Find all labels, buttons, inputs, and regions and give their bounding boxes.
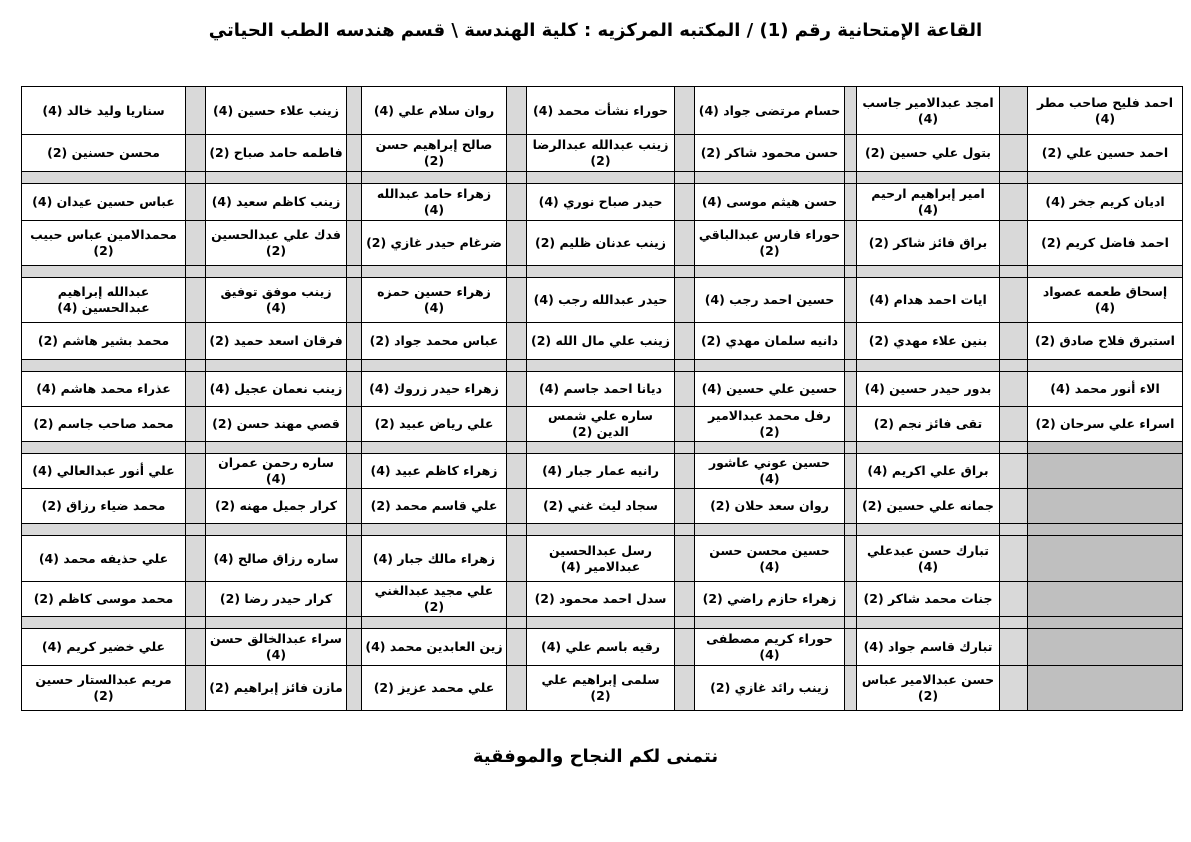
spacer-cell [347,184,362,221]
spacer-cell [845,582,857,617]
spacer-cell [186,617,206,629]
seat-cell: ساره رحمن عمران (4) [206,454,347,489]
seat-cell: حوراء نشأت محمد (4) [527,87,675,135]
spacer-cell [675,278,695,323]
spacer-cell [186,372,206,407]
spacer-cell [507,360,527,372]
spacer-cell [1000,407,1028,442]
spacer-cell [186,524,206,536]
spacer-cell [186,266,206,278]
seat-cell: تقى فائز نجم (2) [857,407,1000,442]
seat-cell: احمد فليح صاحب مطر (4) [1028,87,1183,135]
seat-cell: روان سعد حلان (2) [695,489,845,524]
spacer-cell [1000,135,1028,172]
seat-cell: ايات احمد هدام (4) [857,278,1000,323]
seat-cell: عباس محمد جواد (2) [362,323,507,360]
separator-row [22,172,1183,184]
spacer-cell [507,172,527,184]
spacer-cell [347,278,362,323]
seat-row [22,135,1183,172]
seat-cell: قصي مهند حسن (2) [206,407,347,442]
seat-cell: حوراء فارس عبدالباقي (2) [695,221,845,266]
spacer-cell [845,135,857,172]
separator-cell [1028,524,1183,536]
spacer-cell [507,582,527,617]
seat-cell: تبارك قاسم جواد (4) [857,629,1000,666]
spacer-cell [675,407,695,442]
seat-cell: علي حذيفه محمد (4) [22,536,186,582]
seat-cell: زينب نعمان عجيل (4) [206,372,347,407]
spacer-cell [347,221,362,266]
seat-cell: زهراء حامد عبدالله (4) [362,184,507,221]
seat-cell: حسين محسن حسن (4) [695,536,845,582]
seat-cell: رسل عبدالحسين عبدالامير (4) [527,536,675,582]
seat-cell: زهراء حسين حمزه (4) [362,278,507,323]
seat-cell: سلمى إبراهيم علي (2) [527,666,675,711]
spacer-cell [675,454,695,489]
seat-row [22,87,1183,135]
spacer-cell [1000,278,1028,323]
seat-cell: علي قاسم محمد (2) [362,489,507,524]
spacer-cell [507,442,527,454]
separator-cell [527,172,675,184]
spacer-cell [675,360,695,372]
seat-row [22,454,1183,489]
separator-cell [362,360,507,372]
seat-cell: محمد ضياء رزاق (2) [22,489,186,524]
separator-cell [857,442,1000,454]
spacer-cell [675,442,695,454]
seat-cell: براق علي اكريم (4) [857,454,1000,489]
seat-cell: كرار حيدر رضا (2) [206,582,347,617]
spacer-cell [675,221,695,266]
spacer-cell [186,442,206,454]
seat-cell: امير إبراهيم ارحيم (4) [857,184,1000,221]
seat-cell: زينب موفق توفيق (4) [206,278,347,323]
spacer-cell [845,266,857,278]
seat-cell: اسراء علي سرحان (2) [1028,407,1183,442]
seat-cell: زينب عدنان ظليم (2) [527,221,675,266]
spacer-cell [347,454,362,489]
seat-cell: ضرغام حيدر غازي (2) [362,221,507,266]
spacer-cell [1000,454,1028,489]
spacer-cell [507,323,527,360]
spacer-cell [1000,372,1028,407]
separator-cell [1028,442,1183,454]
spacer-cell [186,360,206,372]
separator-cell [206,172,347,184]
seat-cell: عبدالله إبراهيم عبدالحسين (4) [22,278,186,323]
seat-cell: صالح إبراهيم حسن (2) [362,135,507,172]
seat-cell: روان سلام علي (4) [362,87,507,135]
seat-row [22,278,1183,323]
seat-cell: علي رياض عبيد (2) [362,407,507,442]
separator-cell [206,442,347,454]
spacer-cell [347,360,362,372]
seat-cell: حسن عبدالامير عباس (2) [857,666,1000,711]
seat-cell: ساره علي شمس الدين (2) [527,407,675,442]
seat-cell: فدك علي عبدالحسين (2) [206,221,347,266]
separator-cell [22,266,186,278]
separator-cell [857,172,1000,184]
spacer-cell [675,323,695,360]
spacer-cell [186,87,206,135]
spacer-cell [1000,666,1028,711]
seat-cell: محسن حسنين (2) [22,135,186,172]
separator-cell [1028,617,1183,629]
seat-cell: زينب عبدالله عبدالرضا (2) [527,135,675,172]
spacer-cell [1000,266,1028,278]
seat-cell: حسن محمود شاكر (2) [695,135,845,172]
spacer-cell [1000,629,1028,666]
seat-cell: بنين علاء مهدي (2) [857,323,1000,360]
spacer-cell [507,617,527,629]
seat-cell: سناريا وليد خالد (4) [22,87,186,135]
seat-cell: دانيه سلمان مهدي (2) [695,323,845,360]
separator-cell [206,266,347,278]
spacer-cell [845,617,857,629]
seat-cell: فاطمه حامد صباح (2) [206,135,347,172]
spacer-cell [675,184,695,221]
spacer-cell [507,536,527,582]
seat-row [22,629,1183,666]
seat-cell: حيدر عبدالله رجب (4) [527,278,675,323]
spacer-cell [186,454,206,489]
seat-cell: بتول علي حسين (2) [857,135,1000,172]
spacer-cell [675,266,695,278]
seat-cell: مازن فائز إبراهيم (2) [206,666,347,711]
seat-cell: فرقان اسعد حميد (2) [206,323,347,360]
separator-cell [362,442,507,454]
spacer-cell [507,87,527,135]
spacer-cell [347,524,362,536]
spacer-cell [347,372,362,407]
spacer-cell [347,87,362,135]
spacer-cell [1000,323,1028,360]
separator-cell [22,442,186,454]
spacer-cell [1000,221,1028,266]
spacer-cell [675,629,695,666]
seat-cell: اديان كريم جخر (4) [1028,184,1183,221]
separator-cell [695,617,845,629]
spacer-cell [675,172,695,184]
seat-cell: حسام مرتضى جواد (4) [695,87,845,135]
seat-cell: زهراء حيدر زروك (4) [362,372,507,407]
seat-cell: جمانه علي حسين (2) [857,489,1000,524]
separator-cell [362,266,507,278]
spacer-cell [845,524,857,536]
seat-cell: ساره رزاق صالح (4) [206,536,347,582]
spacer-cell [347,629,362,666]
spacer-cell [675,536,695,582]
spacer-cell [845,221,857,266]
spacer-cell [186,489,206,524]
spacer-cell [675,617,695,629]
seat-cell: رفل محمد عبدالامير (2) [695,407,845,442]
spacer-cell [507,278,527,323]
spacer-cell [186,184,206,221]
spacer-cell [347,442,362,454]
empty-seat-cell [1028,489,1183,524]
spacer-cell [1000,184,1028,221]
seat-cell: حوراء كريم مصطفى (4) [695,629,845,666]
spacer-cell [1000,536,1028,582]
spacer-cell [347,489,362,524]
spacer-cell [675,524,695,536]
separator-cell [527,524,675,536]
seat-cell: إسحاق طعمه عصواد (4) [1028,278,1183,323]
seat-cell: عذراء محمد هاشم (4) [22,372,186,407]
seat-cell: علي مجيد عبدالغني (2) [362,582,507,617]
seat-cell: حسين عوني عاشور (4) [695,454,845,489]
spacer-cell [845,184,857,221]
spacer-cell [347,536,362,582]
separator-cell [857,524,1000,536]
separator-cell [857,617,1000,629]
spacer-cell [845,278,857,323]
seat-cell: محمد بشير هاشم (2) [22,323,186,360]
spacer-cell [347,666,362,711]
spacer-cell [507,454,527,489]
spacer-cell [186,582,206,617]
spacer-cell [1000,582,1028,617]
spacer-cell [186,135,206,172]
separator-cell [857,360,1000,372]
spacer-cell [507,489,527,524]
seat-cell: احمد فاضل كريم (2) [1028,221,1183,266]
spacer-cell [186,629,206,666]
seat-row [22,323,1183,360]
seat-cell: زينب علاء حسين (4) [206,87,347,135]
spacer-cell [845,407,857,442]
seat-cell: محمد موسى كاظم (2) [22,582,186,617]
spacer-cell [347,172,362,184]
empty-seat-cell [1028,629,1183,666]
spacer-cell [507,524,527,536]
separator-cell [527,442,675,454]
spacer-cell [1000,172,1028,184]
seat-row [22,184,1183,221]
spacer-cell [845,489,857,524]
seat-cell: رقيه باسم علي (4) [527,629,675,666]
spacer-cell [507,372,527,407]
spacer-cell [186,666,206,711]
empty-seat-cell [1028,666,1183,711]
spacer-cell [845,372,857,407]
seat-cell: مريم عبدالستار حسين (2) [22,666,186,711]
seat-row [22,372,1183,407]
spacer-cell [347,617,362,629]
spacer-cell [1000,87,1028,135]
separator-cell [22,617,186,629]
seat-cell: محمدالامين عباس حبيب (2) [22,221,186,266]
separator-cell [362,524,507,536]
separator-cell [1028,266,1183,278]
footer-note: نتمنى لكم النجاح والموفقية [472,746,719,767]
spacer-cell [675,666,695,711]
separator-cell [206,617,347,629]
empty-seat-cell [1028,582,1183,617]
spacer-cell [845,454,857,489]
spacer-cell [507,629,527,666]
seat-cell: امجد عبدالامير جاسب (4) [857,87,1000,135]
separator-cell [206,524,347,536]
spacer-cell [186,172,206,184]
separator-cell [362,172,507,184]
seat-cell: بدور حيدر حسين (4) [857,372,1000,407]
seat-cell: زينب علي مال الله (2) [527,323,675,360]
separator-row [22,524,1183,536]
seat-cell: استبرق فلاح صادق (2) [1028,323,1183,360]
spacer-cell [675,372,695,407]
separator-cell [695,360,845,372]
seat-cell: زين العابدين محمد (4) [362,629,507,666]
spacer-cell [507,266,527,278]
separator-cell [527,266,675,278]
empty-seat-cell [1028,454,1183,489]
seat-cell: زينب رائد غازي (2) [695,666,845,711]
separator-cell [22,360,186,372]
seat-cell: حسين علي حسين (4) [695,372,845,407]
spacer-cell [845,360,857,372]
spacer-cell [507,407,527,442]
spacer-cell [1000,489,1028,524]
separator-cell [22,172,186,184]
spacer-cell [186,278,206,323]
spacer-cell [845,323,857,360]
page-title: القاعة الإمتحانية رقم (1) / المكتبه المركزيه : كلية الهندسة \ قسم هندسه الطب الحياتي [208,20,983,41]
seat-cell: علي خضير كريم (4) [22,629,186,666]
seat-cell: براق فائز شاكر (2) [857,221,1000,266]
spacer-cell [845,87,857,135]
separator-cell [857,266,1000,278]
seat-cell: تبارك حسن عبدعلي (4) [857,536,1000,582]
spacer-cell [347,323,362,360]
seat-cell: علي أنور عبدالعالي (4) [22,454,186,489]
empty-seat-cell [1028,536,1183,582]
separator-row [22,442,1183,454]
spacer-cell [186,536,206,582]
separator-row [22,360,1183,372]
spacer-cell [675,135,695,172]
seat-cell: حيدر صباح نوري (4) [527,184,675,221]
seat-cell: محمد صاحب جاسم (2) [22,407,186,442]
spacer-cell [1000,442,1028,454]
spacer-cell [845,629,857,666]
spacer-cell [507,135,527,172]
seating-table-container [22,86,1183,711]
spacer-cell [1000,617,1028,629]
seat-cell: سراء عبدالخالق حسن (4) [206,629,347,666]
spacer-cell [675,582,695,617]
seat-cell: الاء أنور محمد (4) [1028,372,1183,407]
spacer-cell [347,266,362,278]
spacer-cell [845,536,857,582]
seat-cell: زينب كاظم سعيد (4) [206,184,347,221]
spacer-cell [845,172,857,184]
seat-cell: عباس حسين عيدان (4) [22,184,186,221]
separator-row [22,266,1183,278]
seat-cell: رانيه عمار جبار (4) [527,454,675,489]
seat-cell: حسين احمد رجب (4) [695,278,845,323]
spacer-cell [186,221,206,266]
seat-cell: جنات محمد شاكر (2) [857,582,1000,617]
separator-cell [695,172,845,184]
spacer-cell [507,184,527,221]
seat-cell: ديانا احمد جاسم (4) [527,372,675,407]
seat-row [22,489,1183,524]
seat-row [22,536,1183,582]
seat-row [22,666,1183,711]
seat-row [22,407,1183,442]
spacer-cell [347,407,362,442]
separator-cell [1028,360,1183,372]
seat-row [22,221,1183,266]
seating-table [21,86,1183,711]
spacer-cell [1000,360,1028,372]
spacer-cell [675,489,695,524]
seat-cell: كرار جميل مهنه (2) [206,489,347,524]
spacer-cell [186,407,206,442]
separator-cell [695,524,845,536]
separator-cell [695,266,845,278]
separator-cell [206,360,347,372]
seat-cell: احمد حسين علي (2) [1028,135,1183,172]
seat-cell: زهراء مالك جبار (4) [362,536,507,582]
separator-row [22,617,1183,629]
separator-cell [527,360,675,372]
spacer-cell [675,87,695,135]
seat-cell: سجاد ليث غني (2) [527,489,675,524]
spacer-cell [507,221,527,266]
seat-cell: زهراء كاظم عبيد (4) [362,454,507,489]
spacer-cell [186,323,206,360]
spacer-cell [347,135,362,172]
separator-cell [695,442,845,454]
spacer-cell [507,666,527,711]
separator-cell [527,617,675,629]
spacer-cell [845,442,857,454]
spacer-cell [845,666,857,711]
seat-cell: علي محمد عزيز (2) [362,666,507,711]
spacer-cell [1000,524,1028,536]
separator-cell [362,617,507,629]
separator-cell [22,524,186,536]
separator-cell [1028,172,1183,184]
seat-cell: سدل احمد محمود (2) [527,582,675,617]
seat-cell: زهراء حازم راضي (2) [695,582,845,617]
spacer-cell [347,582,362,617]
seat-cell: حسن هيثم موسى (4) [695,184,845,221]
seat-row [22,582,1183,617]
